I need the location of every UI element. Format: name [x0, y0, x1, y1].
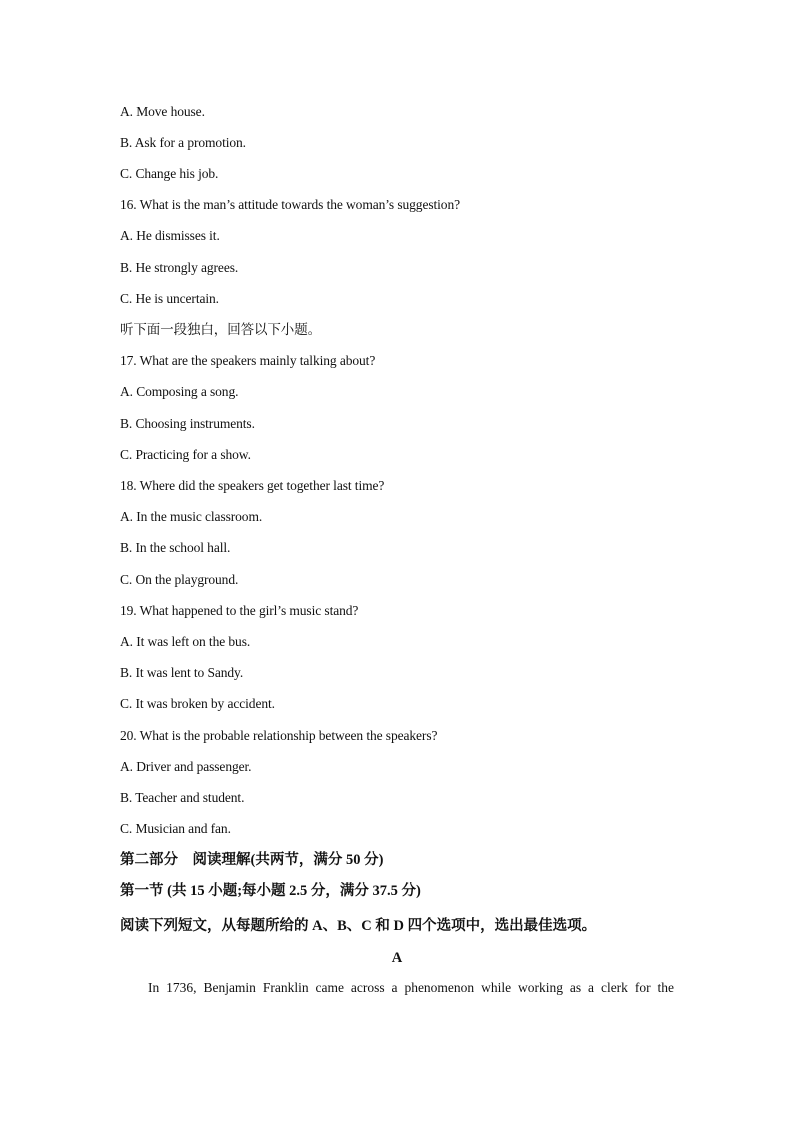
- option-16b: B. He strongly agrees.: [120, 260, 239, 275]
- question-20: 20. What is the probable relationship between the speakers?: [120, 728, 438, 743]
- subsection-title: 第一节 (共 15 小题;每小题 2.5 分，满分 37.5 分): [120, 883, 421, 899]
- option-19c: C. It was broken by accident.: [120, 696, 275, 711]
- passage-first-line: In 1736, Benjamin Franklin came across a phenomenon while working as a clerk for the: [148, 980, 674, 995]
- option-15a: A. Move house.: [120, 104, 205, 119]
- option-18c: C. On the playground.: [120, 572, 239, 587]
- question-17: 17. What are the speakers mainly talking about?: [120, 353, 376, 368]
- question-18: 18. Where did the speakers get together last time?: [120, 478, 385, 493]
- option-18a: A. In the music classroom.: [120, 509, 263, 524]
- passage-label: A: [391, 950, 403, 966]
- reading-instruction: 阅读下列短文，从每题所给的 A、B、C 和 D 四个选项中，选出最佳选项。: [120, 918, 597, 934]
- option-16a: A. He dismisses it.: [120, 228, 220, 243]
- option-17c: C. Practicing for a show.: [120, 447, 251, 462]
- option-18b: B. In the school hall.: [120, 540, 231, 555]
- option-15c: C. Change his job.: [120, 166, 219, 181]
- option-20b: B. Teacher and student.: [120, 790, 245, 805]
- question-19: 19. What happened to the girl’s music stand?: [120, 603, 359, 618]
- question-16: 16. What is the man’s attitude towards the woman’s suggestion?: [120, 197, 460, 212]
- option-19b: B. It was lent to Sandy.: [120, 665, 244, 680]
- option-20c: C. Musician and fan.: [120, 821, 231, 836]
- option-17a: A. Composing a song.: [120, 384, 239, 399]
- option-20a: A. Driver and passenger.: [120, 759, 252, 774]
- listening-instruction: 听下面一段独白，回答以下小题。: [120, 322, 321, 337]
- part-title: 第二部分 阅读理解(共两节，满分 50 分): [120, 852, 384, 868]
- option-15b: B. Ask for a promotion.: [120, 135, 246, 150]
- option-19a: A. It was left on the bus.: [120, 634, 251, 649]
- option-16c: C. He is uncertain.: [120, 291, 219, 306]
- option-17b: B. Choosing instruments.: [120, 416, 255, 431]
